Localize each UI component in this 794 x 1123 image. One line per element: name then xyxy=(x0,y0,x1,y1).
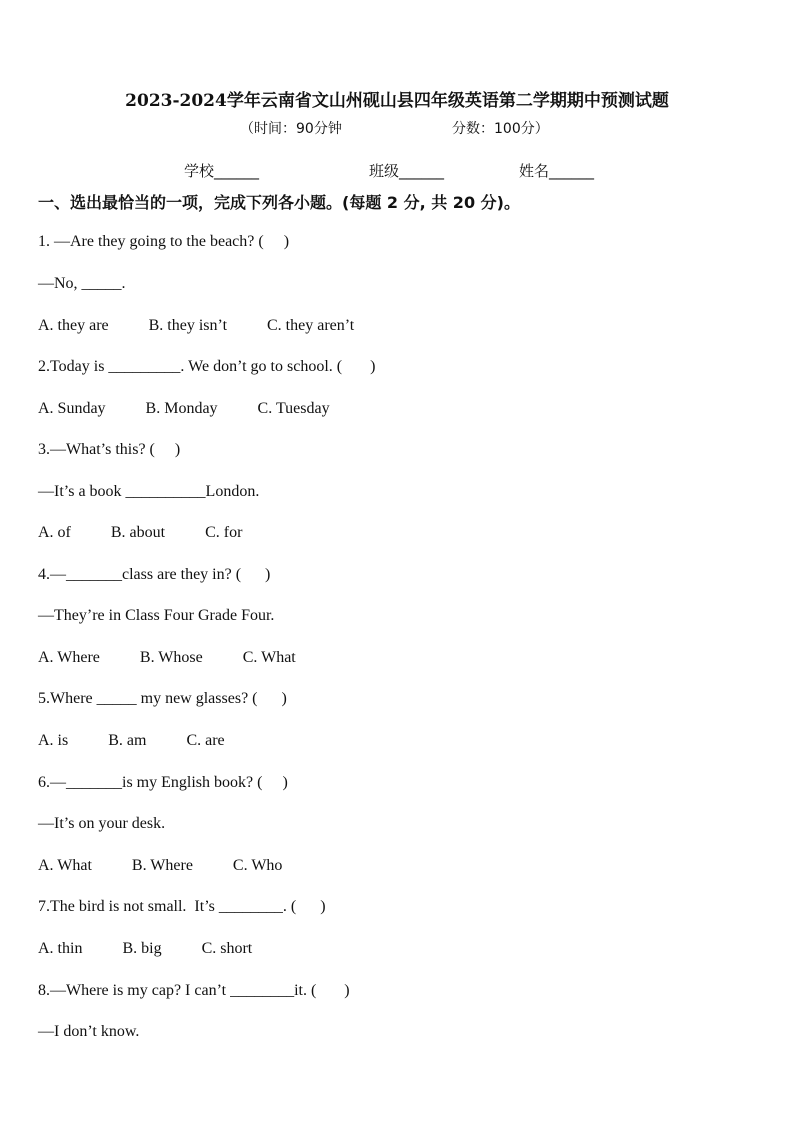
question-line: A. they are B. they isn’t C. they aren’t xyxy=(38,317,355,334)
school-field: 学校______ xyxy=(184,162,260,180)
question-line: A. Where B. Whose C. What xyxy=(38,649,296,666)
question-line: A. What B. Where C. Who xyxy=(38,857,283,874)
question-line: 4.—_______class are they in? ( ) xyxy=(38,566,271,583)
exam-score: 分数：100分） xyxy=(452,121,549,137)
class-field: 班级______ xyxy=(369,162,445,180)
question-line: —They’re in Class Four Grade Four. xyxy=(38,607,275,624)
question-line: 8.—Where is my cap? I can’t ________it. ( ) xyxy=(38,982,350,999)
question-line: —I don’t know. xyxy=(38,1023,140,1040)
question-line: —No, _____. xyxy=(38,275,126,292)
question-line: —It’s on your desk. xyxy=(38,815,166,832)
document-title: 2023-2024学年云南省文山州砚山县四年级英语第二学期期中预测试题 xyxy=(125,91,669,111)
name-field: 姓名______ xyxy=(519,162,595,180)
question-line: 1. —Are they going to the beach? ( ) xyxy=(38,233,290,250)
question-line: 7.The bird is not small. It’s ________. ( ) xyxy=(38,898,326,915)
section-heading: 一、选出最恰当的一项，完成下列各小题。(每题 2 分, 共 20 分)。 xyxy=(38,193,520,212)
question-line: A. Sunday B. Monday C. Tuesday xyxy=(38,400,330,417)
question-line: A. is B. am C. are xyxy=(38,732,225,749)
question-line: 3.—What’s this? ( ) xyxy=(38,441,181,458)
question-line: 2.Today is _________. We don’t go to school. ( ) xyxy=(38,358,376,375)
question-line: 5.Where _____ my new glasses? ( ) xyxy=(38,690,287,707)
question-line: A. of B. about C. for xyxy=(38,524,243,541)
question-line: 6.—_______is my English book? ( ) xyxy=(38,774,288,791)
exam-time: （时间：90分钟 xyxy=(240,121,342,137)
question-line: —It’s a book __________London. xyxy=(38,483,260,500)
question-line: A. thin B. big C. short xyxy=(38,940,253,957)
